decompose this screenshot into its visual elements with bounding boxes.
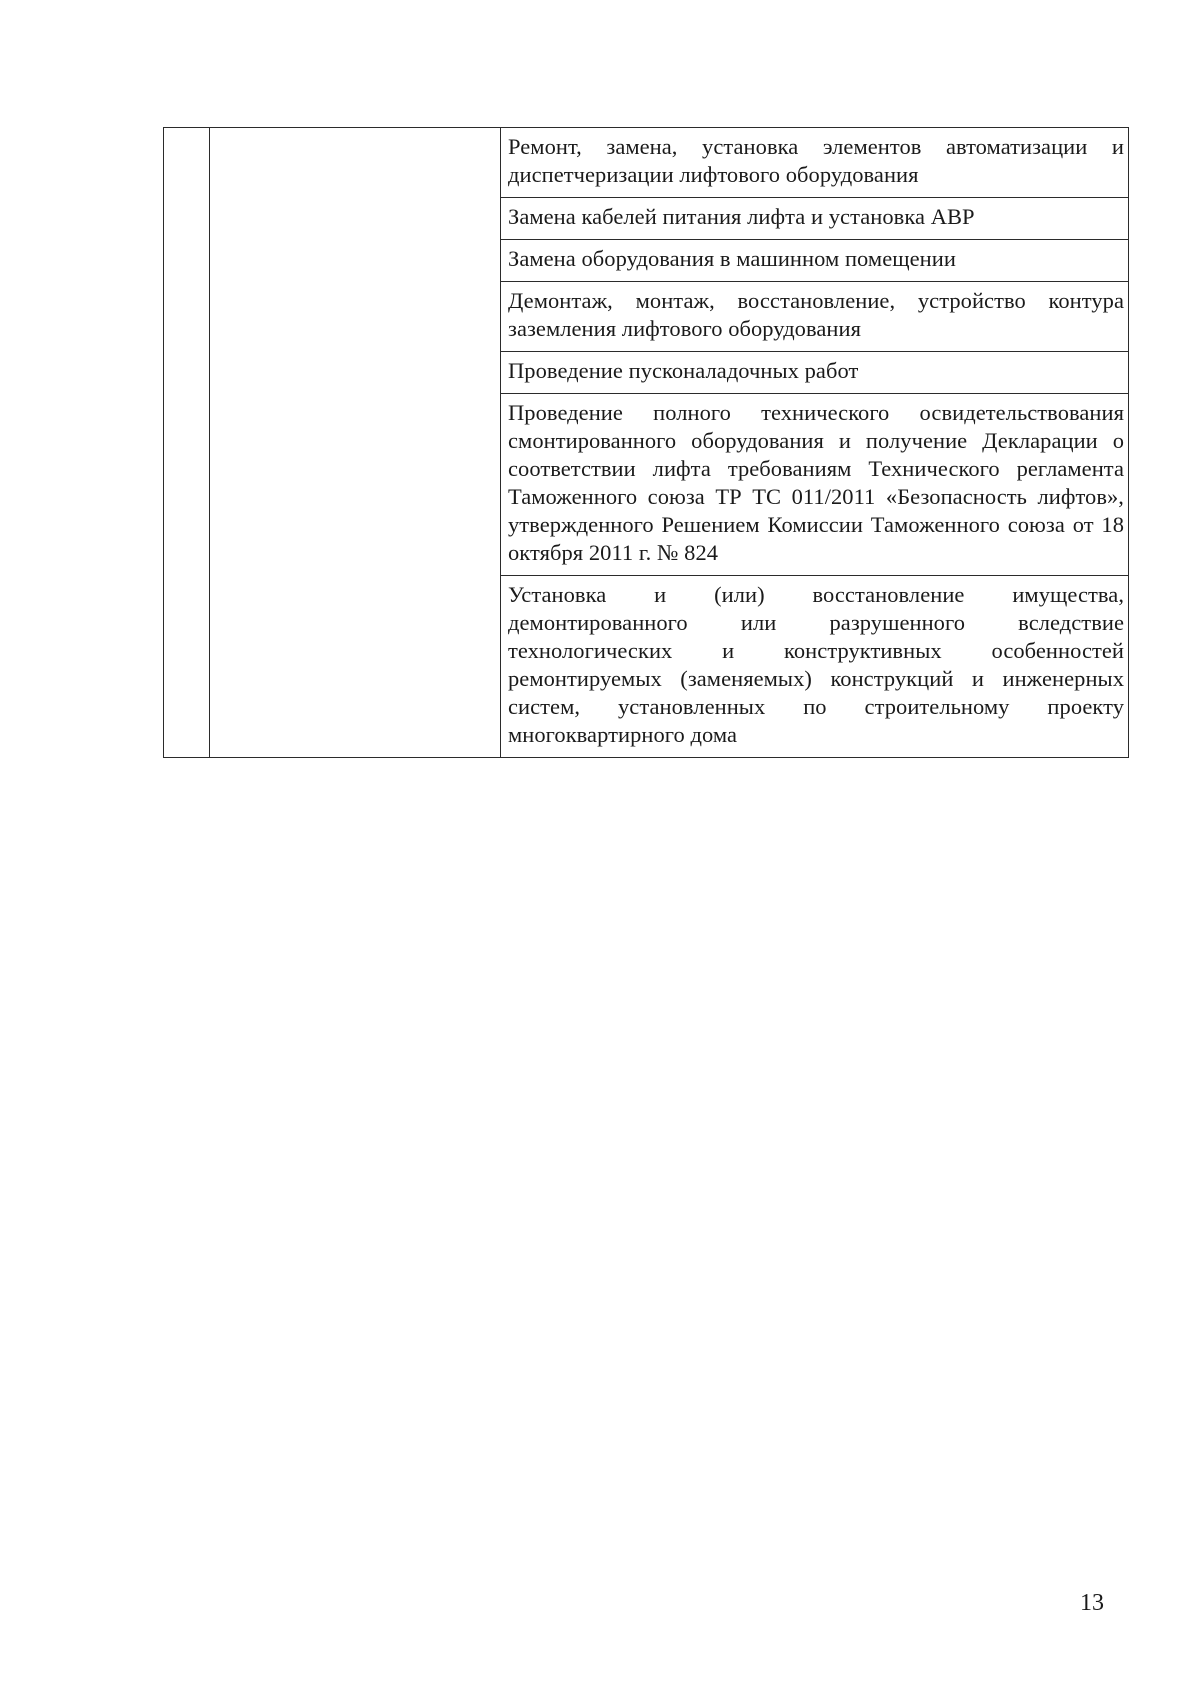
work-cell	[501, 198, 1129, 240]
row-number-cell	[164, 128, 210, 758]
work-cell	[501, 128, 1129, 198]
work-cell	[501, 352, 1129, 394]
work-cell	[501, 282, 1129, 352]
work-text: Замена кабелей питания лифта и установка АВР	[508, 204, 975, 229]
work-cell	[501, 576, 1129, 758]
page-number: 13	[1080, 1590, 1104, 1616]
work-text: Ремонт, замена, установка элементов автоматизации и диспетчеризации лифтового оборудования	[508, 134, 1124, 187]
works-table	[163, 127, 1129, 758]
work-cell	[501, 394, 1129, 576]
work-text: Проведение полного технического освидетельствования смонтированного оборудования и получение Декларации о соответствии лифта требованиям Технического регламента Таможенного союза ТР ТС 011/2011 «Безопасность лифтов», утвержденного Решением Комиссии Таможенного союза от 18 октября 2011 г. № 824	[508, 400, 1124, 565]
work-text: Проведение пусконаладочных работ	[508, 358, 859, 383]
work-cell	[501, 240, 1129, 282]
work-text: Замена оборудования в машинном помещении	[508, 246, 956, 271]
work-text: Демонтаж, монтаж, восстановление, устройство контура заземления лифтового оборудования	[508, 288, 1124, 341]
work-text: Установка и (или) восстановление имущества, демонтированного или разрушенного вследствие технологических и конструктивных особенностей ремонтируемых (заменяемых) конструкций и инженерных систем, установленных по строительному проекту многоквартирного дома	[508, 582, 1124, 747]
item-name-cell	[210, 128, 501, 758]
table-row	[164, 128, 1129, 198]
